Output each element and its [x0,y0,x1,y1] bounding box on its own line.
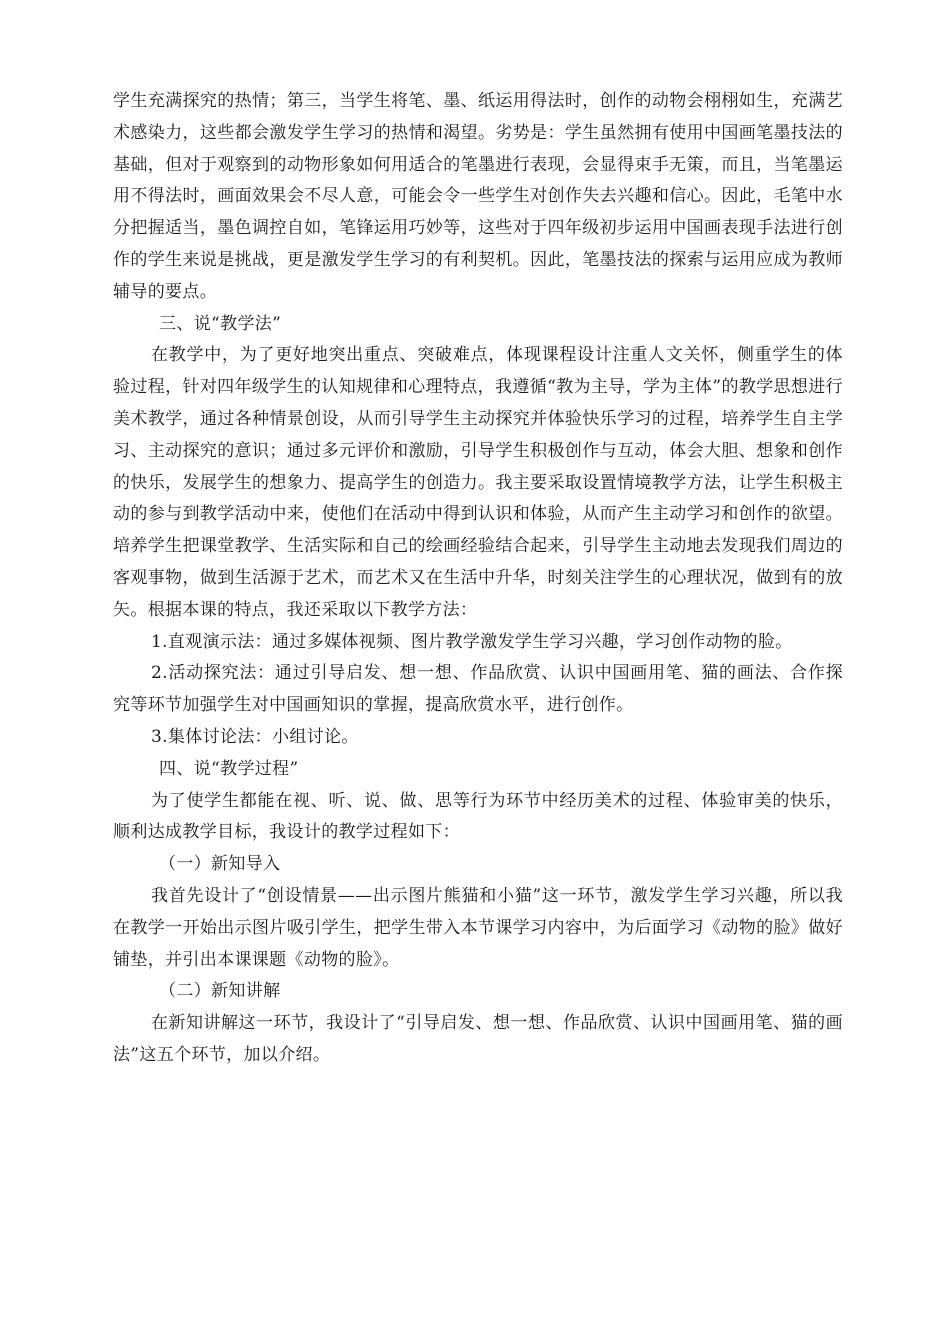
document-page [113,86,843,1072]
subheading-introduction: （一）新知导入 [159,854,281,875]
heading-teaching-methods: 三、说“教学法” [159,313,282,334]
paragraph-strengths-weaknesses: 学生充满探究的热情；第三，当学生将笔、墨、纸运用得法时，创作的动物会栩栩如生，充满艺术感染力，这些都会激发学生学习的热情和渴望。劣势是：学生虽然拥有使用中国画笔墨技法的基础，但对于观察到的动物形象如何用适合的笔墨进行表现，会显得束手无策，而且，当笔墨运用不得法时，画面效果会不尽人意，可能会令一些学生对创作失去兴趣和信心。因此，毛笔中水分把握适当，墨色调控自如，笔锋运用巧妙等，这些对于四年级初步运用中国画表现手法进行创作的学生来说是挑战，更是激发学生学习的有利契机。因此，笔墨技法的探索与运用应成为教师辅导的要点。 [113,91,843,302]
paragraph-introduction: 我首先设计了“创设情景——出示图片熊猫和小猫”这一环节，激发学生学习兴趣，所以我在教学一开始出示图片吸引学生，把学生带入本节课学习内容中，为后面学习《动物的脸》做好铺垫，并引出本课课题《动物的脸》。 [113,885,843,970]
list-item-method-3: 3.集体讨论法：小组讨论。 [151,726,359,747]
subheading-explanation: （二）新知讲解 [159,981,281,1002]
list-item-method-2: 2.活动探究法：通过引导启发、想一想、作品欣赏、认识中国画用笔、猫的画法、合作探究等环节加强学生对中国画知识的掌握，提高欣赏水平，进行创作。 [113,663,843,716]
paragraph-explanation: 在新知讲解这一环节，我设计了“引导启发、想一想、作品欣赏、认识中国画用笔、猫的画法”这五个环节，加以介绍。 [113,1013,843,1065]
list-item-method-1: 1.直观演示法：通过多媒体视频、图片教学激发学生学习兴趣，学习创作动物的脸。 [151,631,793,652]
paragraph-teaching-methods: 在教学中，为了更好地突出重点、突破难点，体现课程设计注重人文关怀，侧重学生的体验过程，针对四年级学生的认知规律和心理特点，我遵循“教为主导，学为主体”的教学思想进行美术教学，通过各种情景创设，从而引导学生主动探究并体验快乐学习的过程，培养学生自主学习、主动探究的意识；通过多元评价和激励，引导学生积极创作与互动，体会大胆、想象和创作的快乐，发展学生的想象力、提高学生的创造力。我主要采取设置情境教学方法，让学生积极主动的参与到教学活动中来，使他们在活动中得到认识和体验，从而产生主动学习和创作的欲望。培养学生把课堂教学、生活实际和自己的绘画经验结合起来，引导学生主动地去发现我们周边的客观事物，做到生活源于艺术，而艺术又在生活中升华，时刻关注学生的心理状况，做到有的放矢。根据本课的特点，我还采取以下教学方法： [113,345,843,620]
heading-teaching-process: 四、说“教学过程” [159,758,299,779]
paragraph-teaching-process-intro: 为了使学生都能在视、听、说、做、思等行为环节中经历美术的过程、体验审美的快乐，顺利达成教学目标，我设计的教学过程如下： [113,790,843,843]
